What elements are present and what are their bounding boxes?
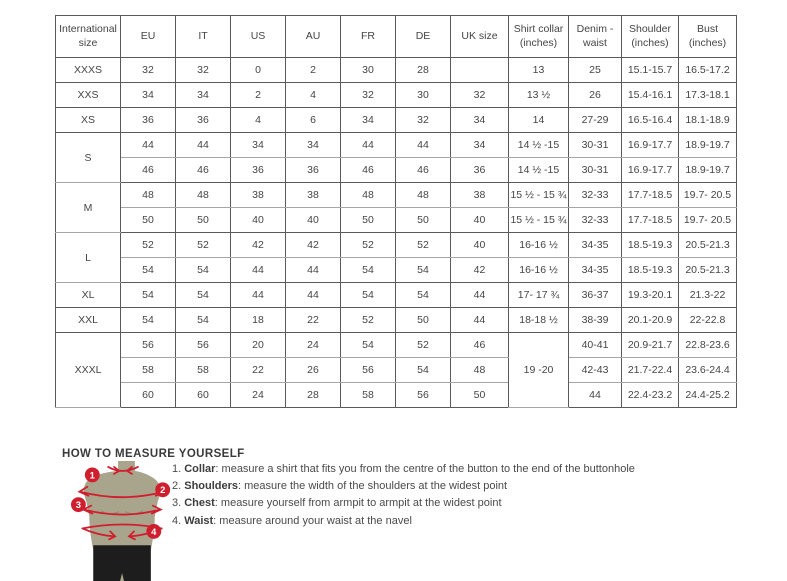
cell-shoulder: 22.4-23.2 <box>622 383 679 408</box>
cell-us: 40 <box>231 208 286 233</box>
cell-shoulder: 15.4-16.1 <box>622 83 679 108</box>
col-header-uk-size: UK size <box>451 16 509 58</box>
table-row-l-2 <box>56 258 737 283</box>
cell-au: 40 <box>286 208 341 233</box>
cell-uk: 34 <box>451 108 509 133</box>
cell-uk: 46 <box>451 333 509 358</box>
cell-bust: 17.3-18.1 <box>679 83 737 108</box>
cell-uk: 32 <box>451 83 509 108</box>
cell-fr: 52 <box>341 308 396 333</box>
cell-de: 56 <box>396 383 451 408</box>
cell-fr: 54 <box>341 283 396 308</box>
cell-denim: 36-37 <box>569 283 622 308</box>
cell-de: 48 <box>396 183 451 208</box>
cell-it: 36 <box>176 108 231 133</box>
item-text: : measure yourself from armpit to armpit at the widest point <box>214 497 502 510</box>
cell-it: 60 <box>176 383 231 408</box>
cell-collar: 14 <box>509 108 569 133</box>
cell-shoulder: 19.3-20.1 <box>622 283 679 308</box>
size-cell-xs: XS <box>56 108 121 133</box>
cell-collar: 15 ½ - 15 ¾ <box>509 208 569 233</box>
mannequin-illustration <box>68 461 188 581</box>
cell-it: 46 <box>176 158 231 183</box>
cell-denim: 30-31 <box>569 133 622 158</box>
table-row-xxl <box>56 308 737 333</box>
item-label: Waist <box>184 514 214 527</box>
cell-fr: 54 <box>341 258 396 283</box>
cell-bust: 18.1-18.9 <box>679 108 737 133</box>
cell-au: 22 <box>286 308 341 333</box>
cell-de: 52 <box>396 333 451 358</box>
table-row-s-2 <box>56 158 737 183</box>
badge-2-number: 2 <box>160 484 166 496</box>
cell-us: 44 <box>231 258 286 283</box>
cell-eu: 48 <box>121 183 176 208</box>
cell-us: 34 <box>231 133 286 158</box>
size-cell-s: S <box>56 133 121 183</box>
col-header-eu: EU <box>121 16 176 58</box>
size-cell-xxs: XXS <box>56 83 121 108</box>
cell-denim: 30-31 <box>569 158 622 183</box>
cell-de: 52 <box>396 233 451 258</box>
cell-bust: 18.9-19.7 <box>679 158 737 183</box>
cell-bust: 19.7- 20.5 <box>679 183 737 208</box>
table-row-xxxs <box>56 58 737 83</box>
cell-us: 42 <box>231 233 286 258</box>
col-header-it: IT <box>176 16 231 58</box>
cell-uk: 42 <box>451 258 509 283</box>
col-header-us: US <box>231 16 286 58</box>
col-header-shoulder: Shoulder (inches) <box>622 16 679 58</box>
cell-bust: 23.6-24.4 <box>679 358 737 383</box>
measure-item-shoulders <box>172 478 692 495</box>
cell-collar: 13 <box>509 58 569 83</box>
cell-shoulder: 16.9-17.7 <box>622 158 679 183</box>
col-header-de: DE <box>396 16 451 58</box>
cell-fr: 44 <box>341 133 396 158</box>
cell-au: 6 <box>286 108 341 133</box>
cell-bust: 20.5-21.3 <box>679 233 737 258</box>
cell-bust: 16.5-17.2 <box>679 58 737 83</box>
badge-4-number: 4 <box>151 525 157 537</box>
measure-section-title: HOW TO MEASURE YOURSELF <box>62 448 245 460</box>
cell-collar: 15 ½ - 15 ¾ <box>509 183 569 208</box>
cell-collar-merged: 19 -20 <box>509 333 569 408</box>
cell-it: 54 <box>176 258 231 283</box>
cell-fr: 46 <box>341 158 396 183</box>
col-header-au: AU <box>286 16 341 58</box>
measure-item-waist <box>172 513 692 530</box>
cell-au: 2 <box>286 58 341 83</box>
cell-bust: 18.9-19.7 <box>679 133 737 158</box>
cell-collar: 13 ½ <box>509 83 569 108</box>
how-to-measure-section <box>0 445 787 581</box>
cell-shoulder: 16.5-16.4 <box>622 108 679 133</box>
cell-us: 24 <box>231 383 286 408</box>
item-number: 2. <box>172 480 185 493</box>
size-cell-xl: XL <box>56 283 121 308</box>
cell-collar: 14 ½ -15 <box>509 133 569 158</box>
cell-it: 58 <box>176 358 231 383</box>
cell-uk: 44 <box>451 308 509 333</box>
cell-it: 50 <box>176 208 231 233</box>
cell-denim: 25 <box>569 58 622 83</box>
cell-de: 50 <box>396 208 451 233</box>
measure-instructions-list <box>172 461 692 530</box>
item-text: : measure around your waist at the navel <box>213 514 412 527</box>
cell-denim: 34-35 <box>569 233 622 258</box>
cell-eu: 58 <box>121 358 176 383</box>
table-row-xxs <box>56 83 737 108</box>
cell-de: 50 <box>396 308 451 333</box>
size-cell-xxxl: XXXL <box>56 333 121 408</box>
cell-fr: 48 <box>341 183 396 208</box>
cell-fr: 32 <box>341 83 396 108</box>
cell-bust: 24.4-25.2 <box>679 383 737 408</box>
cell-eu: 54 <box>121 283 176 308</box>
cell-denim: 40-41 <box>569 333 622 358</box>
header-row <box>56 16 737 58</box>
cell-uk: 44 <box>451 283 509 308</box>
cell-denim: 42-43 <box>569 358 622 383</box>
table-row-xl <box>56 283 737 308</box>
cell-shoulder: 15.1-15.7 <box>622 58 679 83</box>
col-header-denim-waist: Denim - waist <box>569 16 622 58</box>
item-label: Chest <box>184 497 215 510</box>
cell-denim: 32-33 <box>569 183 622 208</box>
col-header-fr: FR <box>341 16 396 58</box>
cell-uk: 36 <box>451 158 509 183</box>
cell-eu: 54 <box>121 308 176 333</box>
cell-bust: 19.7- 20.5 <box>679 208 737 233</box>
cell-us: 0 <box>231 58 286 83</box>
cell-uk: 38 <box>451 183 509 208</box>
cell-it: 44 <box>176 133 231 158</box>
cell-uk: 48 <box>451 358 509 383</box>
cell-eu: 32 <box>121 58 176 83</box>
size-cell-l: L <box>56 233 121 283</box>
cell-shoulder: 20.9-21.7 <box>622 333 679 358</box>
cell-us: 36 <box>231 158 286 183</box>
cell-fr: 56 <box>341 358 396 383</box>
cell-uk: 34 <box>451 133 509 158</box>
table-row-xxxl-3 <box>56 383 737 408</box>
cell-it: 32 <box>176 58 231 83</box>
col-header-international-size: International size <box>56 16 121 58</box>
badge-1-number: 1 <box>89 469 95 481</box>
cell-us: 44 <box>231 283 286 308</box>
cell-collar: 18-18 ½ <box>509 308 569 333</box>
table-row-xxxl-2 <box>56 358 737 383</box>
cell-bust: 21.3-22 <box>679 283 737 308</box>
cell-eu: 46 <box>121 158 176 183</box>
table-row-m-1 <box>56 183 737 208</box>
cell-denim: 38-39 <box>569 308 622 333</box>
size-cell-xxl: XXL <box>56 308 121 333</box>
cell-uk: 40 <box>451 233 509 258</box>
cell-it: 54 <box>176 308 231 333</box>
item-number: 4. <box>172 514 185 527</box>
size-chart-table <box>55 15 737 408</box>
cell-fr: 50 <box>341 208 396 233</box>
cell-eu: 44 <box>121 133 176 158</box>
cell-eu: 56 <box>121 333 176 358</box>
cell-collar: 16-16 ½ <box>509 233 569 258</box>
cell-collar: 17- 17 ¾ <box>509 283 569 308</box>
cell-it: 48 <box>176 183 231 208</box>
cell-bust: 22.8-23.6 <box>679 333 737 358</box>
measure-item-collar <box>172 461 692 478</box>
cell-it: 52 <box>176 233 231 258</box>
cell-de: 44 <box>396 133 451 158</box>
table-row-l-1 <box>56 233 737 258</box>
cell-us: 38 <box>231 183 286 208</box>
cell-us: 2 <box>231 83 286 108</box>
cell-de: 54 <box>396 258 451 283</box>
cell-us: 4 <box>231 108 286 133</box>
cell-denim: 26 <box>569 83 622 108</box>
cell-fr: 34 <box>341 108 396 133</box>
cell-shoulder: 18.5-19.3 <box>622 258 679 283</box>
cell-au: 28 <box>286 383 341 408</box>
cell-shoulder: 20.1-20.9 <box>622 308 679 333</box>
cell-uk: 40 <box>451 208 509 233</box>
cell-au: 44 <box>286 258 341 283</box>
col-header-bust: Bust (inches) <box>679 16 737 58</box>
cell-de: 30 <box>396 83 451 108</box>
cell-au: 44 <box>286 283 341 308</box>
cell-eu: 50 <box>121 208 176 233</box>
cell-au: 34 <box>286 133 341 158</box>
item-text: : measure the width of the shoulders at the widest point <box>238 480 508 493</box>
cell-collar: 16-16 ½ <box>509 258 569 283</box>
cell-uk <box>451 58 509 83</box>
item-text: : measure a shirt that fits you from the centre of the button to the end of the buttonhole <box>215 463 635 475</box>
cell-shoulder: 21.7-22.4 <box>622 358 679 383</box>
cell-fr: 54 <box>341 333 396 358</box>
cell-shoulder: 18.5-19.3 <box>622 233 679 258</box>
cell-eu: 34 <box>121 83 176 108</box>
badge-3-number: 3 <box>75 499 82 511</box>
cell-eu: 60 <box>121 383 176 408</box>
cell-shoulder: 17.7-18.5 <box>622 183 679 208</box>
item-number: 3. <box>172 497 185 510</box>
cell-au: 24 <box>286 333 341 358</box>
cell-eu: 52 <box>121 233 176 258</box>
cell-collar: 14 ½ -15 <box>509 158 569 183</box>
table-row-s-1 <box>56 133 737 158</box>
size-cell-xxxs: XXXS <box>56 58 121 83</box>
item-number: 1. <box>172 463 185 475</box>
cell-shoulder: 16.9-17.7 <box>622 133 679 158</box>
cell-de: 54 <box>396 283 451 308</box>
cell-bust: 20.5-21.3 <box>679 258 737 283</box>
cell-de: 32 <box>396 108 451 133</box>
cell-fr: 30 <box>341 58 396 83</box>
cell-de: 54 <box>396 358 451 383</box>
cell-bust: 22-22.8 <box>679 308 737 333</box>
cell-denim: 34-35 <box>569 258 622 283</box>
cell-eu: 54 <box>121 258 176 283</box>
cell-au: 36 <box>286 158 341 183</box>
item-label: Collar <box>184 463 216 475</box>
cell-us: 18 <box>231 308 286 333</box>
cell-au: 38 <box>286 183 341 208</box>
cell-fr: 58 <box>341 383 396 408</box>
cell-it: 54 <box>176 283 231 308</box>
cell-denim: 44 <box>569 383 622 408</box>
cell-denim: 32-33 <box>569 208 622 233</box>
size-cell-m: M <box>56 183 121 233</box>
cell-au: 42 <box>286 233 341 258</box>
col-header-shirt-collar: Shirt collar (inches) <box>509 16 569 58</box>
cell-us: 20 <box>231 333 286 358</box>
table-row-xs <box>56 108 737 133</box>
cell-fr: 52 <box>341 233 396 258</box>
cell-us: 22 <box>231 358 286 383</box>
cell-it: 34 <box>176 83 231 108</box>
table-row-m-2 <box>56 208 737 233</box>
cell-eu: 36 <box>121 108 176 133</box>
cell-de: 46 <box>396 158 451 183</box>
cell-de: 28 <box>396 58 451 83</box>
measure-item-chest <box>172 495 692 512</box>
table-row-xxxl-1 <box>56 333 737 358</box>
cell-shoulder: 17.7-18.5 <box>622 208 679 233</box>
cell-uk: 50 <box>451 383 509 408</box>
cell-au: 26 <box>286 358 341 383</box>
cell-au: 4 <box>286 83 341 108</box>
cell-denim: 27-29 <box>569 108 622 133</box>
cell-it: 56 <box>176 333 231 358</box>
item-label: Shoulders <box>184 480 239 493</box>
